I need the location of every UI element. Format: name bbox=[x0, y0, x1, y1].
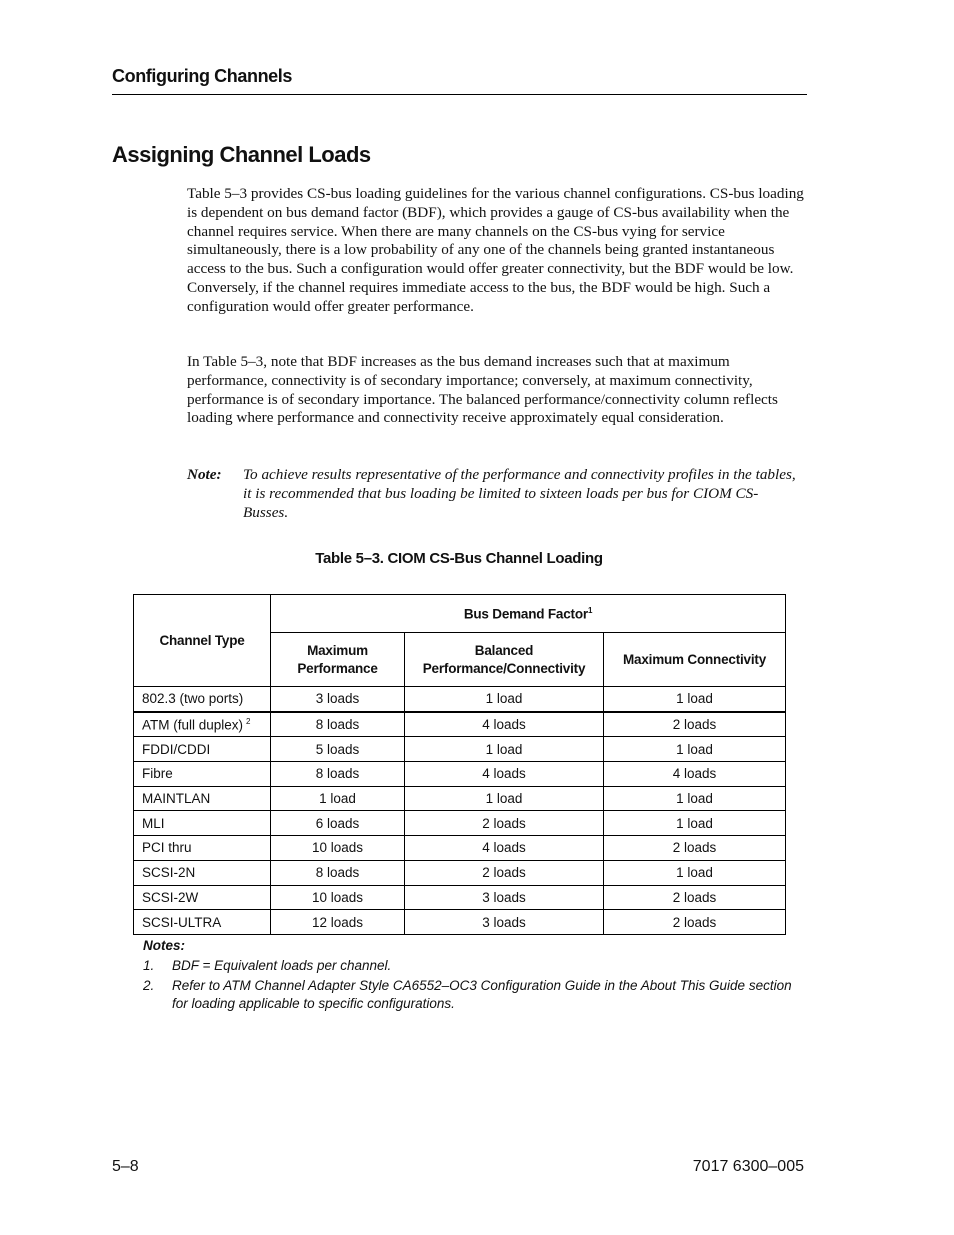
column-header-text: Maximum Performance bbox=[297, 642, 378, 676]
cell-channel-type bbox=[134, 687, 271, 712]
channel-type-text: 802.3 (two ports) bbox=[142, 691, 244, 707]
cell-max-conn: 1 load bbox=[604, 687, 786, 712]
cell-max-perf: 5 loads bbox=[271, 737, 405, 762]
channel-type-text: Fibre bbox=[142, 766, 173, 782]
cell-max-conn: 1 load bbox=[604, 786, 786, 811]
channel-type-text: MAINTLAN bbox=[142, 791, 211, 807]
cell-balanced: 2 loads bbox=[405, 860, 604, 885]
table-row bbox=[134, 885, 786, 910]
running-head: Configuring Channels bbox=[112, 66, 292, 86]
cell-max-conn: 4 loads bbox=[604, 762, 786, 787]
table-caption-text: Table 5–3. CIOM CS-Bus Channel Loading bbox=[315, 550, 603, 567]
footnote-text: Refer to ATM Channel Adapter Style CA6552–OC3 Configuration Guide in the About This Guide section for loading applicable to specific configurations. bbox=[172, 978, 792, 1011]
channel-type-text: SCSI-ULTRA bbox=[142, 914, 222, 930]
footnote bbox=[143, 957, 793, 975]
cell-channel-type bbox=[134, 885, 271, 910]
footnote-number: 1. bbox=[143, 958, 155, 973]
column-header-max-performance bbox=[271, 633, 405, 687]
cell-channel-type bbox=[134, 860, 271, 885]
table-row bbox=[134, 860, 786, 885]
cell-channel-type bbox=[134, 737, 271, 762]
footnote-text: BDF = Equivalent loads per channel. bbox=[172, 958, 392, 973]
cell-max-conn: 2 loads bbox=[604, 885, 786, 910]
body-paragraph: In Table 5–3, note that BDF increases as the bus demand increases such that at maximum performance, connectivity is of secondary importance; conversely, at maximum connectivity, performance is of secondary importance. The balanced performance/connectivity column reflects loading where performance and connectivity receive approximately equal consideration. bbox=[187, 353, 778, 427]
table-notes bbox=[143, 937, 793, 1013]
column-header-max-connectivity: Maximum Connectivity bbox=[604, 633, 786, 687]
table-caption bbox=[0, 550, 954, 567]
cell-channel-type bbox=[134, 811, 271, 836]
channel-loading-table bbox=[133, 594, 786, 935]
body-paragraph: Table 5–3 provides CS-bus loading guidelines for the various channel configurations. CS-bus loading is dependent on bus demand factor (BDF), which provides a gauge of CS-bus availability when the channel requires service. When there are many channels on the CS-bus vying for service simultaneously, there is a low probability of any one of the channels being granted instantaneous access to the bus. Such a configuration would offer greater connectivity, but the BDF would be low. Conversely, if the channel requires immediate access to the bus, the BDF would be high. Such a configuration would offer greater performance. bbox=[187, 185, 804, 315]
footnote-ref: 1 bbox=[587, 605, 593, 615]
channel-type-text: MLI bbox=[142, 815, 165, 831]
column-header-text: Balanced Performance/Connectivity bbox=[422, 642, 586, 676]
cell-max-conn: 2 loads bbox=[604, 910, 786, 935]
cell-max-conn: 1 load bbox=[604, 811, 786, 836]
cell-balanced: 3 loads bbox=[405, 910, 604, 935]
cell-balanced: 4 loads bbox=[405, 762, 604, 787]
cell-max-perf: 8 loads bbox=[271, 860, 405, 885]
cell-channel-type bbox=[134, 762, 271, 787]
channel-type-text: FDDI/CDDI bbox=[142, 741, 211, 757]
footnote-ref: 2 bbox=[246, 716, 251, 726]
cell-max-perf: 10 loads bbox=[271, 885, 405, 910]
table-row bbox=[134, 786, 786, 811]
cell-max-conn: 2 loads bbox=[604, 836, 786, 861]
cell-channel-type bbox=[134, 910, 271, 935]
footnote-number: 2. bbox=[143, 978, 155, 993]
document-number: 7017 6300–005 bbox=[692, 1158, 804, 1175]
table-row bbox=[134, 836, 786, 861]
channel-type-text: SCSI-2W bbox=[142, 889, 199, 905]
channel-type-text: SCSI-2N bbox=[142, 865, 196, 881]
note-text: To achieve results representative of the performance and connectivity profiles in the tables, it is recommended that bus loading be limited to sixteen loads per bus for CIOM CS-Busses. bbox=[243, 466, 796, 521]
cell-max-perf: 10 loads bbox=[271, 836, 405, 861]
table-row bbox=[134, 712, 786, 737]
page-number: 5–8 bbox=[112, 1158, 139, 1175]
column-header-balanced bbox=[405, 633, 604, 687]
group-header bbox=[271, 595, 786, 633]
cell-channel-type bbox=[134, 836, 271, 861]
cell-max-conn: 1 load bbox=[604, 860, 786, 885]
cell-max-conn: 2 loads bbox=[604, 712, 786, 737]
cell-max-perf: 6 loads bbox=[271, 811, 405, 836]
cell-max-perf: 1 load bbox=[271, 786, 405, 811]
table-row bbox=[134, 762, 786, 787]
notes-label: Notes: bbox=[143, 938, 186, 953]
header-rule bbox=[112, 94, 807, 95]
table-row bbox=[134, 737, 786, 762]
channel-type-text: PCI thru bbox=[142, 840, 192, 856]
section-title: Assigning Channel Loads bbox=[112, 142, 371, 167]
group-header-text: Bus Demand Factor bbox=[463, 606, 588, 622]
table-row bbox=[134, 687, 786, 712]
cell-balanced: 1 load bbox=[405, 786, 604, 811]
cell-balanced: 1 load bbox=[405, 737, 604, 762]
cell-balanced: 2 loads bbox=[405, 811, 604, 836]
cell-max-perf: 12 loads bbox=[271, 910, 405, 935]
table-row bbox=[134, 910, 786, 935]
cell-channel-type bbox=[134, 712, 271, 737]
cell-balanced: 3 loads bbox=[405, 885, 604, 910]
cell-max-perf: 8 loads bbox=[271, 712, 405, 737]
table-row bbox=[134, 811, 786, 836]
note-label: Note: bbox=[187, 466, 222, 483]
cell-max-perf: 8 loads bbox=[271, 762, 405, 787]
cell-max-conn: 1 load bbox=[604, 737, 786, 762]
cell-balanced: 4 loads bbox=[405, 836, 604, 861]
cell-balanced: 4 loads bbox=[405, 712, 604, 737]
cell-channel-type bbox=[134, 786, 271, 811]
channel-type-text: ATM (full duplex) bbox=[142, 717, 244, 733]
cell-max-perf: 3 loads bbox=[271, 687, 405, 712]
footnote bbox=[143, 977, 793, 1013]
cell-balanced: 1 load bbox=[405, 687, 604, 712]
column-header-channel-type: Channel Type bbox=[134, 595, 271, 687]
